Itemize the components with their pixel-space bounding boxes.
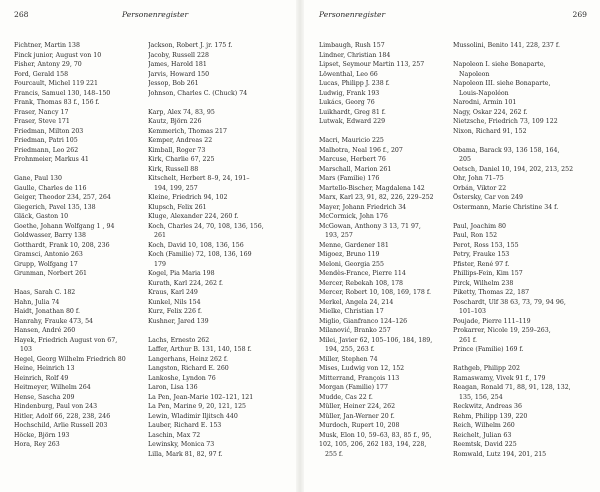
index-section-gap xyxy=(148,98,282,108)
index-entry: Hayek, Friedrich August von 67, xyxy=(14,336,118,344)
index-entry: Langston, Richard E. 260 xyxy=(148,365,229,372)
index-entry: Kraus, Karl 249 xyxy=(148,289,198,296)
right-page-number: 269 xyxy=(572,10,587,19)
index-entry: Kurz, Felix 226 f. xyxy=(148,308,203,315)
index-entry: Goldwasser, Barry 138 xyxy=(14,232,86,239)
index-entry: Friedman, Milton 203 xyxy=(14,127,84,135)
index-entry: Nixon, Richard 91, 152 xyxy=(453,127,527,135)
index-section-gap xyxy=(453,136,587,146)
index-entry: Macri, Mauricio 225 xyxy=(319,137,384,144)
index-entry: Kluge, Alexander 224, 260 f. xyxy=(148,213,239,220)
index-entry: Kushner, Jared 139 xyxy=(148,317,209,325)
index-entry: Lutwak, Edward 229 xyxy=(319,118,386,125)
right-index-column-2 xyxy=(453,41,587,459)
index-entry: Obama, Barack 93, 136 158, 164, xyxy=(453,146,560,154)
index-entry: Menne, Gardener 181 xyxy=(319,241,389,249)
index-entry: Petry, Frauke 153 xyxy=(453,251,510,258)
index-entry: McCormick, John 176 xyxy=(319,213,388,220)
index-entry: Ramaswamy, Vivek 91 f., 179 xyxy=(453,374,546,382)
index-entry: 194, 199, 257 xyxy=(154,184,198,192)
index-entry: Mitterrand, François 113 xyxy=(319,374,400,382)
index-entry: Jacoby, Russell 228 xyxy=(148,51,209,59)
index-entry: Friedmann, Leo 262 xyxy=(14,146,79,154)
index-section-gap xyxy=(319,127,453,137)
index-section-gap xyxy=(453,355,587,365)
index-entry: Mercer, Rebekah 108, 178 xyxy=(319,279,404,287)
index-entry: Haidt, Jonathan 80 f. xyxy=(14,308,80,315)
index-entry: Kogel, Pia Maria 198 xyxy=(148,270,215,277)
index-entry: Reckwitz, Andreas 36 xyxy=(453,403,522,410)
index-entry: Jarvis, Howard 150 xyxy=(148,70,210,78)
index-entry: Luikhardt, Greg 81 f. xyxy=(319,108,386,116)
index-entry: Lukács, Georg 76 xyxy=(319,99,375,106)
index-entry: Lewinsky, Monica 73 xyxy=(148,441,215,448)
index-entry: Mises, Ludwig von 12, 152 xyxy=(319,365,405,372)
left-index-column-2 xyxy=(148,41,282,459)
index-entry: Nagy, Oskar 224, 262 f. xyxy=(453,108,528,116)
index-entry: Kunkel, Nils 154 xyxy=(148,298,201,306)
index-entry: Malhotra, Neal 196 f., 207 xyxy=(319,146,403,154)
index-entry: 194, 255, 263 f. xyxy=(325,346,375,353)
index-entry: Lewin, Wladimir Iljitsch 440 xyxy=(148,412,238,420)
index-entry: Mars (Familie) 176 xyxy=(319,175,380,182)
index-entry: Prince (Familie) 169 f. xyxy=(453,346,524,353)
index-entry: Francis, Samuel 130, 148–150 xyxy=(14,89,111,97)
index-entry: Ludwig, Frank 193 xyxy=(319,89,380,97)
index-entry: Mudde, Cas 22 f. xyxy=(319,393,373,401)
index-entry: Gotthardt, Frank 10, 208, 236 xyxy=(14,241,110,249)
index-entry: Finck junior, August von 10 xyxy=(14,51,102,59)
index-entry: Müller, Jan-Werner 20 f. xyxy=(319,412,395,420)
left-page-number: 268 xyxy=(14,10,29,19)
index-entry: Limbaugh, Rush 157 xyxy=(319,42,385,49)
index-entry: Hense, Sascha 209 xyxy=(14,393,75,401)
index-entry: Heitmeyer, Wilhelm 264 xyxy=(14,384,91,391)
index-entry: Koch, Charles 24, 70, 108, 136, 156, xyxy=(148,222,264,230)
right-running-head xyxy=(319,8,587,22)
index-entry: Geiger, Theodor 234, 257, 264 xyxy=(14,194,111,201)
index-entry: Laffer, Arthur B. 131, 140, 158 f. xyxy=(148,346,252,353)
index-section-gap xyxy=(453,51,587,61)
index-entry: 103 xyxy=(20,346,32,353)
index-entry: Mayer, Johann Friedrich 34 xyxy=(319,203,407,211)
index-entry: Frank, Thomas 83 f., 156 f. xyxy=(14,99,100,106)
index-entry: Hora, Rey 263 xyxy=(14,441,60,448)
index-entry: McGowan, Anthony 3 13, 71 97, xyxy=(319,222,421,230)
index-entry: La Pen, Marine 9, 20, 121, 125 xyxy=(148,403,247,410)
index-entry: 261 xyxy=(154,232,166,239)
index-entry: Napoleon III. siehe Bonaparte, xyxy=(453,80,551,87)
index-entry: Jessop, Bob 261 xyxy=(148,80,199,87)
index-entry: Kurath, Karl 224, 262 f. xyxy=(148,279,224,287)
index-entry: Piketty, Thomas 22, 187 xyxy=(453,289,530,296)
index-entry: Miller, Stephen 74 xyxy=(319,355,378,363)
index-entry: Hindenburg, Paul von 243 xyxy=(14,403,98,410)
index-entry: Reich, Wilhelm 260 xyxy=(453,422,515,429)
index-section-gap xyxy=(148,326,282,336)
index-entry: Karp, Alex 74, 83, 95 xyxy=(148,108,215,116)
index-entry: Gaulle, Charles de 116 xyxy=(14,184,87,192)
index-entry: 261 f. xyxy=(459,336,477,344)
index-entry: Kautz, Björn 226 xyxy=(148,118,202,125)
index-entry: Reichelt, Julian 63 xyxy=(453,431,512,439)
index-entry: Kirk, Charlie 67, 225 xyxy=(148,156,215,163)
index-entry: Östersky, Car von 249 xyxy=(453,194,523,201)
index-entry: Rathgeb, Philipp 202 xyxy=(453,365,520,372)
index-entry: Ostermann, Marie Christine 34 f. xyxy=(453,203,559,211)
index-entry: Reagan, Ronald 71, 88, 91, 128, 132, xyxy=(453,384,571,391)
index-entry: Martello-Bischer, Magdalena 142 xyxy=(319,184,425,192)
index-entry: Marschall, Marion 261 xyxy=(319,165,392,173)
index-entry: Laschin, Max 72 xyxy=(148,431,201,439)
index-entry: Hahn, Julia 74 xyxy=(14,298,60,306)
index-entry: Louis-Napoléon xyxy=(459,89,509,97)
index-entry: Phillips-Fein, Kim 157 xyxy=(453,270,523,277)
index-entry: Langerhans, Heinz 262 f. xyxy=(148,355,228,363)
index-entry: Napoleon xyxy=(459,70,490,78)
index-entry: 255 f. xyxy=(325,450,343,458)
index-entry: Mielke, Christian 17 xyxy=(319,308,384,315)
index-entry: Hitler, Adolf 66, 228, 238, 246 xyxy=(14,412,111,420)
index-entry: Narodni, Armin 101 xyxy=(453,99,517,106)
right-page xyxy=(305,0,600,492)
index-entry: Rehm, Philipp 139, 220 xyxy=(453,412,528,420)
index-entry: Grupp, Wolfgang 17 xyxy=(14,260,78,268)
index-entry: Lipset, Seymour Martin 113, 257 xyxy=(319,61,425,68)
index-entry: Gläck, Gaston 10 xyxy=(14,213,69,220)
left-index-column-1 xyxy=(14,41,148,450)
index-entry: Mendès-France, Pierre 114 xyxy=(319,270,406,277)
index-entry: Mercer, Robert 10, 108, 169, 178 f. xyxy=(319,289,431,296)
index-entry: Laron, Lisa 136 xyxy=(148,384,198,391)
index-entry: Frohnmeier, Markus 41 xyxy=(14,156,89,163)
index-entry: 179 xyxy=(154,260,166,268)
index-section-gap xyxy=(14,165,148,175)
index-entry: Giegerich, Pavel 135, 138 xyxy=(14,203,96,211)
index-entry: Höcke, Björn 193 xyxy=(14,431,70,439)
index-entry: 102, 105, 206, 262 183, 194, 228, xyxy=(319,441,427,448)
index-entry: Kleine, Friedrich 94, 102 xyxy=(148,194,228,201)
index-entry: Orbán, Viktor 22 xyxy=(453,184,507,192)
index-entry: 205 xyxy=(459,156,471,163)
index-entry: Paul, Joachim 80 xyxy=(453,222,507,230)
index-entry: Fraser, Nancy 17 xyxy=(14,108,69,116)
index-entry: Lilla, Mark 81, 82, 97 f. xyxy=(148,450,223,458)
index-entry: Fichtner, Martin 138 xyxy=(14,42,80,49)
index-entry: Hochschild, Arlie Russell 203 xyxy=(14,422,108,429)
index-entry: Kimball, Roger 73 xyxy=(148,146,206,154)
index-entry: Hegel, Georg Wilhelm Friedrich 80 xyxy=(14,355,126,363)
index-entry: Goethe, Johann Wolfgang 1 , 94 xyxy=(14,222,115,230)
index-entry: Reemtsk, David 225 xyxy=(453,441,517,448)
index-entry: Perot, Ross 153, 155 xyxy=(453,241,519,249)
index-entry: Gramsci, Antonio 263 xyxy=(14,251,83,258)
index-entry: James, Harold 181 xyxy=(148,61,207,68)
index-entry: Hansen, André 260 xyxy=(14,327,76,334)
index-entry: Miglio, Gianfranco 124–126 xyxy=(319,317,408,325)
index-entry: Lauber, Richard E. 153 xyxy=(148,422,222,429)
index-entry: Friedman, Patri 105 xyxy=(14,137,78,144)
left-running-head xyxy=(14,8,282,22)
index-entry: Kemper, Andreas 22 xyxy=(148,137,213,144)
index-entry: Haas, Sarah C. 182 xyxy=(14,289,76,296)
index-entry: La Pen, Jean-Marie 102–121, 121 xyxy=(148,393,254,401)
index-entry: Jackson, Robert J. jr. 175 f. xyxy=(148,42,233,49)
index-entry: Hanrahy, Frauke 473, 54 xyxy=(14,317,94,325)
index-entry: Oetsch, Daniel 10, 194, 202, 213, 252 xyxy=(453,165,574,173)
index-entry: Merkel, Angela 24, 214 xyxy=(319,298,394,306)
index-entry: Ford, Gerald 158 xyxy=(14,70,69,78)
left-page xyxy=(0,0,295,492)
index-entry: Klupsch, Felix 261 xyxy=(148,203,207,211)
index-entry: 101–103 xyxy=(459,308,486,315)
index-entry: Milanović, Branko 257 xyxy=(319,327,391,334)
index-entry: Pirck, Wilhelm 238 xyxy=(453,279,514,287)
index-entry: 193, 257 xyxy=(325,232,353,239)
index-entry: Prokarrer, Nicole 19, 259–263, xyxy=(453,327,551,334)
index-entry: Meloni, Georgia 255 xyxy=(319,260,384,268)
index-entry: Heinrich, Rolf 49 xyxy=(14,374,69,382)
index-section-gap xyxy=(14,279,148,289)
index-entry: Lindner, Christian 184 xyxy=(319,51,391,59)
index-entry: Mussolini, Benito 141, 228, 237 f. xyxy=(453,42,560,49)
index-section-gap xyxy=(453,212,587,222)
index-entry: Pfister, René 97 f. xyxy=(453,260,510,268)
index-entry: Migoez, Bruno 119 xyxy=(319,251,380,258)
index-entry: Musk, Elon 10, 59–63, 83, 85 f., 95, xyxy=(319,431,432,439)
index-entry: Lucas, Philipp J. 238 f. xyxy=(319,80,390,87)
index-entry: Murdoch, Rupert 10, 208 xyxy=(319,422,400,429)
index-entry: Fraser, Steve 171 xyxy=(14,118,70,125)
index-entry: Fisher, Antony 29, 70 xyxy=(14,61,82,68)
index-entry: Fourcault, Michel 119 221 xyxy=(14,80,98,87)
index-entry: Koch (Familie) 72, 108, 136, 169 xyxy=(148,251,252,258)
index-entry: Marcuse, Herbert 76 xyxy=(319,156,386,163)
index-entry: Lachs, Ernesto 262 xyxy=(148,336,210,344)
index-entry: Löwenthal, Leo 66 xyxy=(319,70,378,78)
right-index-column-1 xyxy=(319,41,453,459)
index-entry: Gane, Paul 130 xyxy=(14,175,63,182)
index-entry: Romwald, Lutz 194, 201, 215 xyxy=(453,450,547,458)
right-page-title: Personenregister xyxy=(319,10,386,19)
index-entry: Heine, Heinrich 13 xyxy=(14,365,75,372)
index-entry: Paul, Ron 152 xyxy=(453,232,498,239)
index-entry: Marx, Karl 23, 91, 82, 226, 229–252 xyxy=(319,194,434,201)
index-entry: Kemmerich, Thomas 217 xyxy=(148,127,227,135)
index-entry: Morgan (Familie) 177 xyxy=(319,384,388,391)
index-entry: Ohr, John 71–75 xyxy=(453,175,504,182)
index-entry: Müller, Heiner 224, 262 xyxy=(319,403,396,410)
left-page-title: Personenregister xyxy=(122,10,189,19)
index-entry: Napoleon I. siehe Bonaparte, xyxy=(453,61,546,68)
index-entry: Milei, Javier 62, 105–106, 184, 189, xyxy=(319,336,433,344)
index-entry: Poschardt, Ulf 38 63, 73, 79, 94 96, xyxy=(453,298,566,306)
index-entry: Poujade, Pierre 111–119 xyxy=(453,317,531,325)
index-entry: Grunman, Norbert 261 xyxy=(14,270,88,277)
index-entry: Kirk, Russell 88 xyxy=(148,165,199,173)
book-gutter xyxy=(296,0,304,492)
index-entry: Koch, David 10, 108, 136, 156 xyxy=(148,241,244,249)
index-entry: 135, 156, 254 xyxy=(459,393,503,401)
index-entry: Nietzsche, Friedrich 73, 109 122 xyxy=(453,118,558,125)
index-entry: Lankoshe, Lyndon 76 xyxy=(148,374,216,382)
index-entry: Kitschelt, Herbert 8–9, 24, 191– xyxy=(148,175,250,182)
index-entry: Johnson, Charles C. (Chuck) 74 xyxy=(148,89,248,97)
